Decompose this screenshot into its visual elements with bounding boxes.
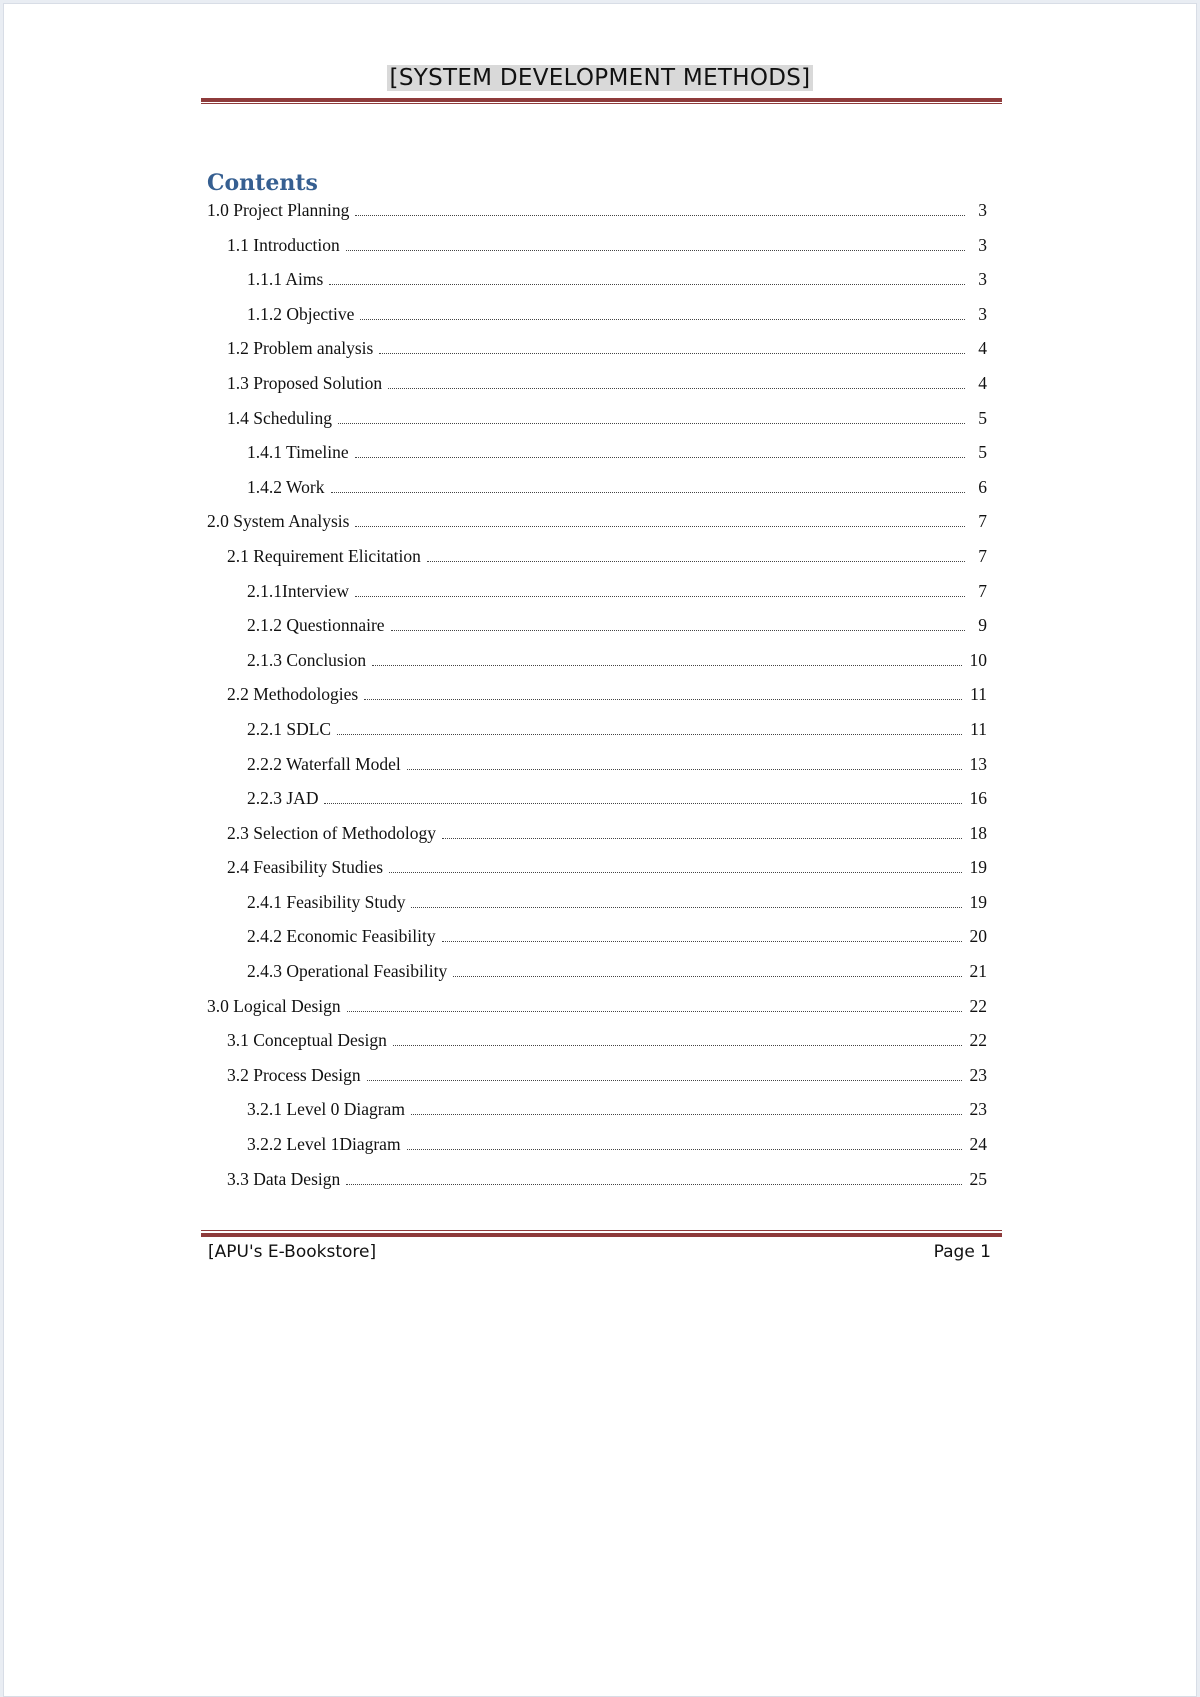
toc-entry-title[interactable]: 2.2 Methodologies <box>227 684 359 705</box>
toc-dot-leader <box>407 768 962 770</box>
toc-entry-title[interactable]: 3.2.2 Level 1Diagram <box>247 1134 401 1155</box>
toc-entry-page-number[interactable]: 9 <box>978 615 987 636</box>
toc-dot-leader <box>411 1113 962 1115</box>
toc-dot-leader <box>388 387 965 389</box>
toc-entry-page-number[interactable]: 22 <box>969 1030 987 1051</box>
toc-entry-page-number[interactable]: 20 <box>969 926 987 947</box>
toc-entry-title[interactable]: 2.1 Requirement Elicitation <box>227 545 421 566</box>
toc-entry[interactable] <box>207 926 987 961</box>
toc-entry-page-number[interactable]: 24 <box>969 1134 987 1155</box>
toc-entry-title[interactable]: 2.4.2 Economic Feasibility <box>247 926 436 947</box>
toc-dot-leader <box>367 1079 962 1081</box>
toc-entry-title[interactable]: 1.4 Scheduling <box>227 407 332 428</box>
toc-entry[interactable] <box>207 857 987 892</box>
toc-dot-leader <box>329 283 965 285</box>
toc-entry[interactable] <box>207 304 987 339</box>
toc-entry[interactable] <box>207 615 987 650</box>
toc-entry[interactable] <box>207 511 987 546</box>
toc-dot-leader <box>393 1044 962 1046</box>
header-rule <box>201 98 1002 105</box>
toc-entry-page-number[interactable]: 6 <box>978 476 987 497</box>
toc-entry-title[interactable]: 2.4 Feasibility Studies <box>227 857 384 878</box>
toc-entry-title[interactable]: 1.1 Introduction <box>227 234 340 255</box>
toc-entry[interactable] <box>207 719 987 754</box>
toc-entry-title[interactable]: 1.1.1 Aims <box>247 269 324 290</box>
toc-entry-page-number[interactable]: 10 <box>969 649 987 670</box>
toc-entry-page-number[interactable]: 7 <box>978 511 987 532</box>
toc-entry-title[interactable]: 1.0 Project Planning <box>207 200 350 220</box>
toc-entry-page-number[interactable]: 22 <box>969 995 987 1016</box>
toc-entry[interactable] <box>207 373 987 408</box>
toc-entry[interactable] <box>207 1134 987 1169</box>
toc-entry-page-number[interactable]: 11 <box>970 684 987 705</box>
header-rule-thick <box>201 98 1002 102</box>
toc-dot-leader <box>355 525 965 527</box>
toc-dot-leader <box>355 456 965 458</box>
header-title-text: [SYSTEM DEVELOPMENT METHODS] <box>387 65 814 91</box>
toc-entry-page-number[interactable]: 7 <box>978 545 987 566</box>
toc-entry-page-number[interactable]: 16 <box>969 788 987 809</box>
toc-dot-leader <box>427 560 965 562</box>
toc-entry[interactable] <box>207 684 987 719</box>
toc-entry-page-number[interactable]: 4 <box>978 372 987 393</box>
toc-entry-page-number[interactable]: 18 <box>969 822 987 843</box>
toc-entry-page-number[interactable]: 11 <box>970 718 987 739</box>
toc-entry[interactable] <box>207 892 987 927</box>
toc-entry-title[interactable]: 1.4.2 Work <box>247 476 325 497</box>
toc-dot-leader <box>364 698 962 700</box>
toc-entry-page-number[interactable]: 5 <box>978 442 987 463</box>
toc-entry-page-number[interactable]: 7 <box>978 580 987 601</box>
toc-entry-title[interactable]: 1.4.1 Timeline <box>247 442 349 463</box>
toc-entry[interactable] <box>207 581 987 616</box>
toc-dot-leader <box>391 629 965 631</box>
toc-entry-page-number[interactable]: 3 <box>978 269 987 290</box>
toc-entry-page-number[interactable]: 3 <box>978 200 987 220</box>
toc-entry[interactable] <box>207 961 987 996</box>
toc-entry-title[interactable]: 3.0 Logical Design <box>207 995 341 1016</box>
toc-entry[interactable] <box>207 754 987 789</box>
toc-entry-title[interactable]: 3.3 Data Design <box>227 1168 341 1189</box>
toc-entry-title[interactable]: 2.4.3 Operational Feasibility <box>247 961 448 982</box>
toc-entry[interactable] <box>207 996 987 1031</box>
toc-entry[interactable] <box>207 408 987 443</box>
toc-entry[interactable] <box>207 546 987 581</box>
toc-entry-title[interactable]: 2.2.2 Waterfall Model <box>247 753 401 774</box>
header-rule-thin <box>201 103 1002 104</box>
toc-entry-page-number[interactable]: 23 <box>969 1099 987 1120</box>
toc-entry-title[interactable]: 3.2.1 Level 0 Diagram <box>247 1099 405 1120</box>
toc-entry-title[interactable]: 2.1.3 Conclusion <box>247 649 367 670</box>
toc-entry-page-number[interactable]: 5 <box>978 407 987 428</box>
footer-rule-thin <box>201 1230 1002 1231</box>
toc-dot-leader <box>324 802 961 804</box>
toc-dot-leader <box>442 940 962 942</box>
toc-entry[interactable] <box>207 1030 987 1065</box>
toc-dot-leader <box>337 733 962 735</box>
toc-entry-page-number[interactable]: 3 <box>978 303 987 324</box>
toc-entry[interactable] <box>207 788 987 823</box>
toc-entry-page-number[interactable]: 4 <box>978 338 987 359</box>
table-of-contents <box>207 200 987 1203</box>
toc-entry-title[interactable]: 1.3 Proposed Solution <box>227 372 383 393</box>
toc-dot-leader <box>407 1148 962 1150</box>
toc-entry[interactable] <box>207 235 987 270</box>
toc-dot-leader <box>379 352 965 354</box>
toc-dot-leader <box>347 1010 962 1012</box>
toc-entry[interactable] <box>207 1169 987 1204</box>
toc-entry-page-number[interactable]: 19 <box>969 857 987 878</box>
toc-dot-leader <box>346 1183 961 1185</box>
toc-dot-leader <box>355 214 965 216</box>
toc-entry-title[interactable]: 2.1.2 Questionnaire <box>247 615 385 636</box>
toc-dot-leader <box>346 249 965 251</box>
toc-entry-title[interactable]: 2.0 System Analysis <box>207 511 350 532</box>
toc-entry-title[interactable]: 3.2 Process Design <box>227 1064 361 1085</box>
toc-entry-title[interactable]: 2.2.3 JAD <box>247 788 319 809</box>
toc-entry[interactable] <box>207 1065 987 1100</box>
toc-dot-leader <box>389 871 961 873</box>
page-header-title <box>4 65 1196 91</box>
toc-dot-leader <box>355 595 965 597</box>
toc-entry-page-number[interactable]: 13 <box>969 753 987 774</box>
toc-entry-title[interactable]: 2.3 Selection of Methodology <box>227 822 437 843</box>
toc-dot-leader <box>338 422 965 424</box>
toc-entry-page-number[interactable]: 23 <box>969 1064 987 1085</box>
toc-dot-leader <box>331 491 965 493</box>
toc-dot-leader <box>372 664 961 666</box>
toc-entry[interactable] <box>207 1099 987 1134</box>
toc-entry-page-number[interactable]: 21 <box>969 961 987 982</box>
footer-document-name: [APU's E-Bookstore] <box>208 1242 377 1262</box>
toc-entry-title[interactable]: 1.2 Problem analysis <box>227 338 374 359</box>
toc-entry[interactable] <box>207 823 987 858</box>
toc-entry-title[interactable]: 2.4.1 Feasibility Study <box>247 891 406 912</box>
toc-dot-leader <box>411 906 961 908</box>
toc-entry-title[interactable]: 2.1.1Interview <box>247 580 350 601</box>
toc-entry[interactable] <box>207 477 987 512</box>
toc-entry-page-number[interactable]: 25 <box>969 1168 987 1189</box>
toc-dot-leader <box>360 318 965 320</box>
contents-heading: Contents <box>207 170 318 196</box>
footer-rule <box>201 1230 1002 1238</box>
toc-entry[interactable] <box>207 338 987 373</box>
document-page <box>3 3 1197 1697</box>
toc-entry-title[interactable]: 2.2.1 SDLC <box>247 718 332 739</box>
footer-rule-thick <box>201 1233 1002 1237</box>
toc-entry[interactable] <box>207 650 987 685</box>
footer-page-number: Page 1 <box>933 1242 991 1262</box>
toc-dot-leader <box>453 975 961 977</box>
toc-entry-page-number[interactable]: 19 <box>969 891 987 912</box>
toc-entry[interactable] <box>207 200 987 235</box>
toc-entry[interactable] <box>207 442 987 477</box>
toc-entry-title[interactable]: 1.1.2 Objective <box>247 303 355 324</box>
toc-dot-leader <box>442 837 961 839</box>
toc-entry[interactable] <box>207 269 987 304</box>
toc-entry-title[interactable]: 3.1 Conceptual Design <box>227 1030 387 1051</box>
toc-entry-page-number[interactable]: 3 <box>978 234 987 255</box>
